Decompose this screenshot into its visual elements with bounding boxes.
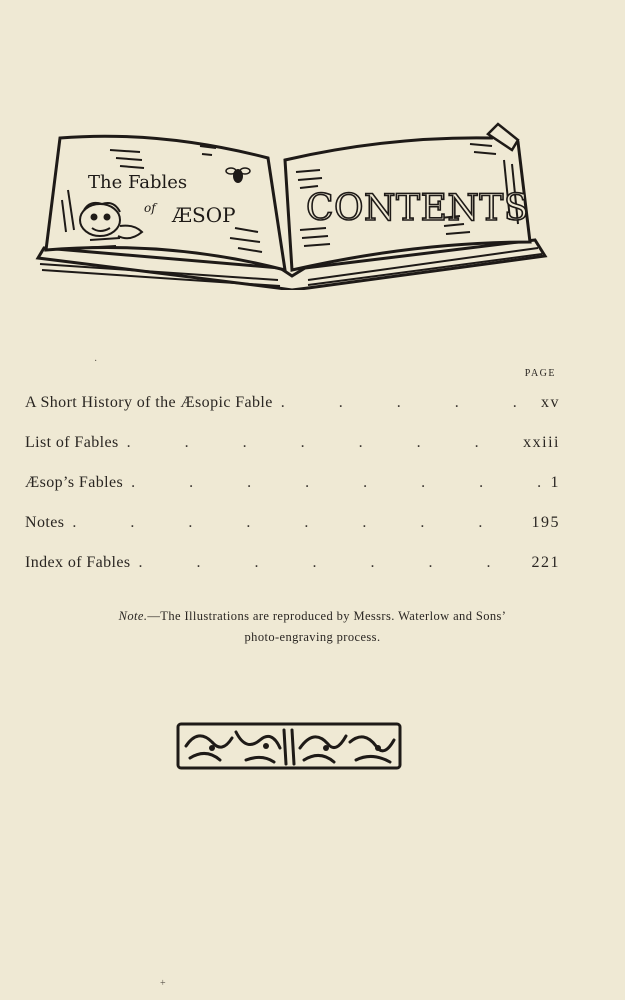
toc-entry-title: List of Fables (25, 434, 119, 451)
page-column-label: PAGE (524, 368, 556, 379)
decorative-ornament (176, 718, 402, 774)
stray-mark: · (94, 356, 98, 367)
open-book-illustration (30, 120, 550, 290)
toc-entry[interactable] (25, 394, 560, 418)
toc-entry-title: Notes (25, 514, 65, 531)
toc-dot-leader (131, 474, 542, 492)
toc-entry-page: xxiii (523, 434, 560, 451)
toc-entry-page: 1 (550, 474, 560, 491)
toc-dot-leader (127, 434, 516, 452)
toc-entry-page: 195 (531, 514, 560, 531)
note-text-line2: photo-engraving process. (244, 630, 381, 644)
toc-entry-title: Index of Fables (25, 554, 131, 571)
toc-dot-leader (139, 554, 524, 572)
toc-entry[interactable] (25, 554, 560, 578)
book-left-line1: The Fables (88, 172, 188, 193)
note-text: —The Illustrations are reproduced by Messrs. Waterlow and Sons’ (147, 609, 507, 623)
toc-dot-leader (281, 394, 533, 412)
book-left-line3: ÆSOP (172, 203, 236, 227)
toc-entry-page: 221 (531, 554, 560, 571)
illustration-note (40, 606, 585, 648)
footer-mark: + (160, 978, 166, 989)
toc-entry-title: Æsop’s Fables (25, 474, 124, 491)
note-label: Note. (118, 609, 148, 623)
toc-entry[interactable] (25, 474, 560, 498)
toc-dot-leader (72, 514, 523, 532)
toc-entry[interactable] (25, 514, 560, 538)
book-left-line2: of (144, 201, 156, 215)
toc-entry-page: xv (541, 394, 560, 411)
toc-entry[interactable] (25, 434, 560, 458)
contents-heading: CONTENTS (306, 188, 530, 229)
toc-entry-title: A Short History of the Æsopic Fable (25, 394, 273, 411)
